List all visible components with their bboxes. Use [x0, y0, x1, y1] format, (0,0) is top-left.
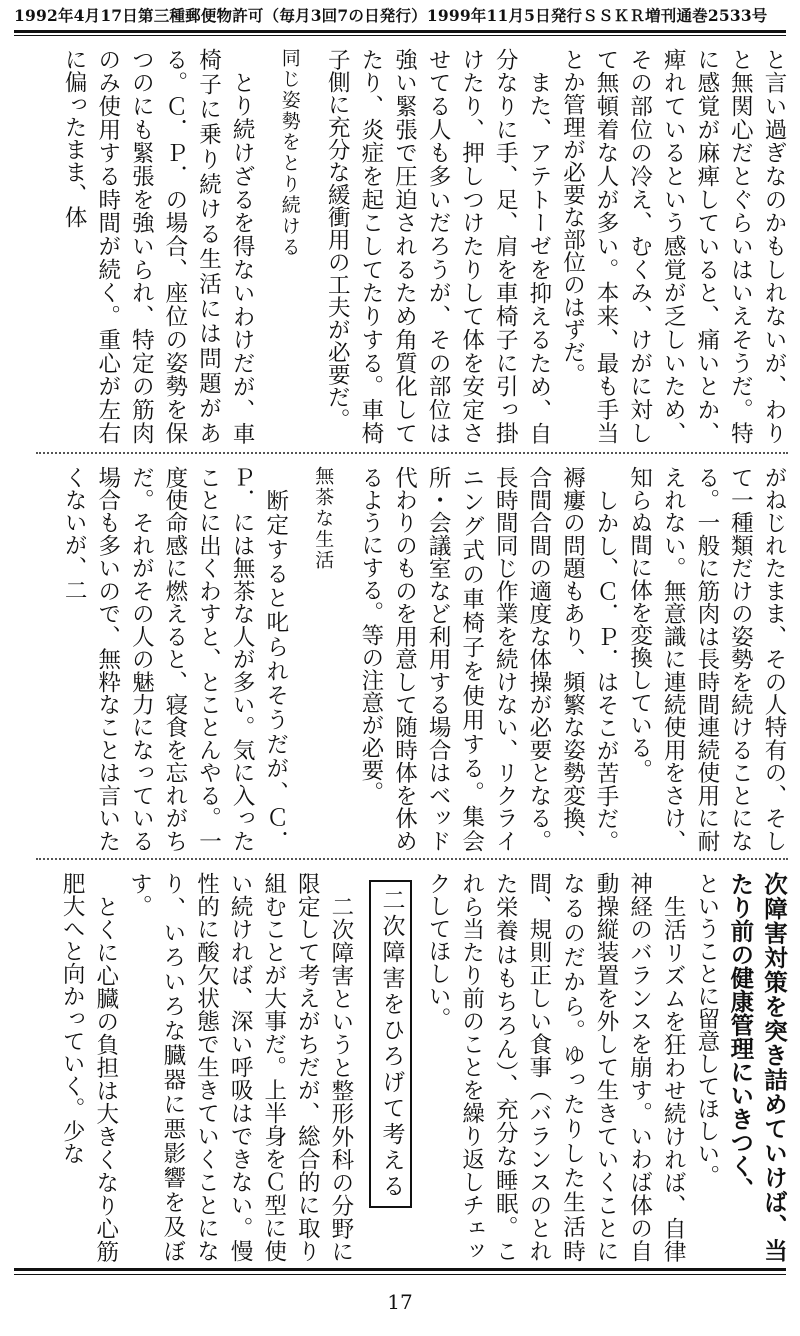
text-band-1	[40, 48, 790, 444]
paragraph: 二次障害というと整形外科の分野に限定して考えがちだが、総合的に取り組むことが大事だ。上半身をＣ型に使い続ければ、深い呼吸はできない。慢性的に酸欠状態で生きていくことになり、いろいろな臓器に悪影響を及ぼす。	[126, 872, 354, 1262]
paragraph: と言い過ぎなのかもしれないが、わりと無関心だとぐらいはいえそうだ。特に感覚が麻痺していると、痛いとか、痺れているという感覚が乏しいため、その部位の冷え、むくみ、けがに対して無頓着な人が多い。本来、最も手当とか管理が必要な部位のはずだ。	[559, 48, 787, 444]
section-heading	[306, 466, 340, 852]
paragraph: がねじれたまま、その人特有の、そして一種類だけの姿勢を続けることになる。一般に筋肉は長時間連続使用に耐えれない。無意識に連続使用をさけ、知らぬ間に体を変換している。	[626, 466, 787, 852]
footer-rule-thin	[14, 1274, 786, 1275]
page-number: 17	[387, 1290, 413, 1314]
section-heading	[272, 48, 306, 444]
text-band-2	[40, 466, 790, 852]
vertical-text-block	[40, 872, 790, 1262]
header-rule-thin	[14, 35, 786, 36]
vertical-text-block	[40, 466, 790, 852]
dotted-divider	[36, 858, 788, 860]
vertical-text-block	[40, 48, 790, 444]
boxed-heading-wrapper	[357, 872, 421, 1262]
paragraph: また、アテトーゼを抑えるため、自分なりに手、足、肩を車椅子に引っ掛けたり、押しつけたりして体を安定させてる人も多いだろうが、その部位は強い緊張で圧迫されるため角質化してたり、炎症を起こしてたりする。車椅子側に充分な緩衝用の工夫が必要だ。	[324, 48, 552, 444]
boxed-section-heading: 二次障害をひろげて考える	[369, 880, 413, 1208]
paragraph: ということに留意してほしい。	[693, 872, 720, 1187]
paragraph: 断定すると叱られそうだが、Ｃ．Ｐ．には無茶な人が多い。気に入ったことに出くわすと、とことんやる。一度使命感に燃えると、寝食を忘れがちだ。それがその人の魅力になっている場合も多いので、無粋なことは言いたくないが、二	[61, 466, 289, 852]
paragraph: 生活リズムを狂わせ続ければ、自律神経のバランスを崩す。いわば体の自動操縦装置を外して生きていくことになるのだから。ゆったりした生活時間、規則正しい食事（バランスのとれた栄養はもちろん）、充分な睡眠。これら当たり前のことを繰り返しチェックしてほしい。	[425, 872, 687, 1262]
header-rule	[14, 30, 786, 33]
publication-header: 1992年4月17日第三種郵便物許可（毎月3回7の日発行）1999年11月5日発行ＳＳＫＲ増刊通巻2533号	[14, 6, 768, 25]
text-band-3	[40, 872, 790, 1262]
paragraph: とり続けざるを得ないわけだが、車椅子に乗り続ける生活には問題がある。Ｃ．Ｐ．の場合、座位の姿勢を保つのにも緊張を強いられ、特定の筋肉のみ使用する時間が続く。重心が左右に偏ったまま、体	[61, 48, 256, 444]
paragraph: とくに心臓の負担は大きくなり心筋肥大へと向かっていく。少な	[59, 872, 119, 1262]
bold-lead-text: 次障害対策を突き詰めていけば、当たり前の健康管理にいきつく、	[726, 872, 788, 1262]
section-heading-text: 同じ姿勢をとり続ける	[278, 48, 301, 258]
section-heading-text: 無茶な生活	[312, 466, 335, 571]
dotted-divider	[36, 452, 788, 454]
footer-rule	[14, 1268, 786, 1271]
paragraph: しかし、Ｃ．Ｐ．はそこが苦手だ。褥瘻の問題もあり、頻繁な姿勢変換、合間合間の適度な体操が必要となる。長時間同じ作業を続けない、リクライニング式の車椅子を使用する。集会所・会議室など利用する場合はベッド代わりのものを用意して随時体を休めるようにする。等の注意が必要。	[357, 466, 620, 852]
